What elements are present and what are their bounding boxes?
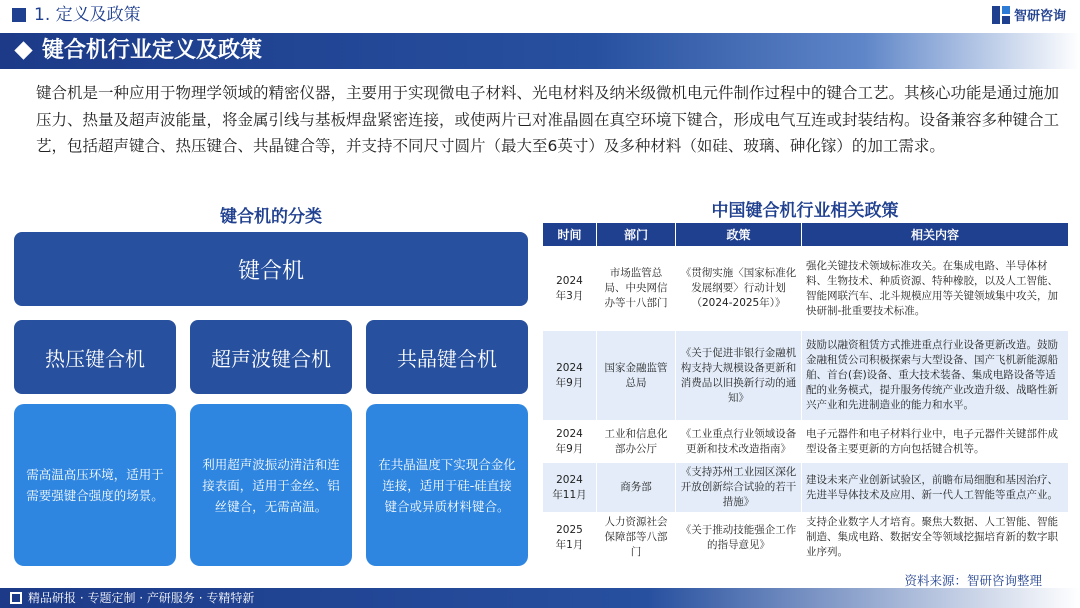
- category-box-thermo: 热压键合机: [14, 320, 176, 394]
- table-row: [543, 421, 1069, 463]
- logo-mark-icon: [992, 6, 1010, 24]
- cell-policy: 《工业重点行业领域设备更新和技术改造指南》: [676, 421, 802, 463]
- title-band: [0, 33, 1080, 69]
- main-category-box: 键合机: [14, 232, 528, 306]
- cell-content: 鼓励以融资租赁方式推进重点行业设备更新改造。鼓励金融租赁公司积极探索与大型设备、国产飞机新能源船舶、首台(套)设备、重大技术装备、集成电路设备等适配的业务模式，提升服务传统产业改造升级、战略性新兴产业和先进制造业的能力和水平。: [802, 331, 1069, 421]
- table-header-row: [543, 223, 1069, 247]
- logo-text: 智研咨询: [1013, 9, 1066, 24]
- category-desc-ultrasonic: [190, 404, 352, 566]
- policy-table: [542, 222, 1069, 563]
- category-desc-text: 在共晶温度下实现合金化连接，适用于硅-硅直接键合或异质材料键合。: [378, 456, 516, 514]
- cell-dept: 商务部: [597, 463, 676, 513]
- cell-policy: 《支持苏州工业园区深化开放创新综合试验的若干措施》: [676, 463, 802, 513]
- category-box-ultrasonic: 超声波键合机: [190, 320, 352, 394]
- cell-time: 2024 年9月: [543, 331, 597, 421]
- cell-policy: 《贯彻实施〈国家标准化发展纲要〉行动计划（2024-2025年）》: [676, 247, 802, 331]
- classification-heading: 键合机的分类: [220, 207, 322, 227]
- category-desc-eutectic: [366, 404, 528, 566]
- source-note: 资料来源：智研咨询整理: [904, 573, 1042, 588]
- category-desc-text: 需高温高压环境，适用于需要强键合强度的场景。: [26, 467, 164, 503]
- column-header-dept: 部门: [597, 223, 676, 247]
- column-header-policy: 政策: [676, 223, 802, 247]
- cell-time: 2024 年9月: [543, 421, 597, 463]
- category-box-eutectic: 共晶键合机: [366, 320, 528, 394]
- cell-content: 建设未来产业创新试验区，前瞻布局细胞和基因治疗、先进半导体技术及应用、新一代人工智能等重点产业。: [802, 463, 1069, 513]
- category-desc-thermo: [14, 404, 176, 566]
- footer-square-icon: [10, 592, 22, 604]
- cell-dept: 国家金融监管总局: [597, 331, 676, 421]
- cell-time: 2024 年11月: [543, 463, 597, 513]
- cell-content: 电子元器件和电子材料行业中，电子元器件关键部件成型设备主要更新的方向包括键合机等。: [802, 421, 1069, 463]
- column-header-time: 时间: [543, 223, 597, 247]
- cell-content: 强化关键技术领域标准攻关。在集成电路、半导体材料、生物技术、种质资源、特种橡胶，以及人工智能、智能网联汽车、北斗规模应用等关键领域集中攻关，加快研制-批重要技术标准。: [802, 247, 1069, 331]
- top-bar: [0, 0, 1080, 30]
- cell-policy: 《关于促进非银行金融机构支持大规模设备更新和消费品以旧换新行动的通知》: [676, 331, 802, 421]
- cell-dept: 工业和信息化部办公厅: [597, 421, 676, 463]
- section-square-icon: [12, 8, 26, 22]
- cell-dept: 人力资源社会保障部等八部门: [597, 513, 676, 563]
- cell-content: 支持企业数字人才培育。聚焦大数据、人工智能、智能制造、集成电路、数据安全等领域挖掘培育新的数字职业序列。: [802, 513, 1069, 563]
- table-row: [543, 463, 1069, 513]
- intro-paragraph: 键合机是一种应用于物理学领域的精密仪器，主要用于实现微电子材料、光电材料及纳米级微机电元件制作过程中的键合工艺。其核心功能是通过施加压力、热量及超声波能量，将金属引线与基板焊盘紧密连接，或使两片已对准晶圆在真空环境下键合，形成电气互连或封装结构。设备兼容多种键合工艺，包括超声键合、热压键合、共晶键合等，并支持不同尺寸圆片（最大至6英寸）及多种材料（如硅、玻璃、砷化镓）的加工需求。: [36, 84, 1060, 155]
- table-row: [543, 247, 1069, 331]
- cell-time: 2025 年1月: [543, 513, 597, 563]
- table-row: [543, 513, 1069, 563]
- table-row: [543, 331, 1069, 421]
- category-desc-text: 利用超声波振动清洁和连接表面，适用于金丝、铝丝键合，无需高温。: [202, 456, 340, 514]
- policy-heading: 中国键合机行业相关政策: [711, 201, 899, 221]
- logo: [992, 5, 1066, 24]
- diamond-icon: [14, 41, 32, 59]
- column-header-content: 相关内容: [802, 223, 1069, 247]
- page-title: 键合机行业定义及政策: [42, 38, 263, 63]
- footer-bar: [0, 588, 1080, 608]
- cell-dept: 市场监管总局、中央网信办等十八部门: [597, 247, 676, 331]
- footer-text: 精品研报 · 专题定制 · 产研服务 · 专精特新: [28, 591, 255, 605]
- cell-time: 2024 年3月: [543, 247, 597, 331]
- cell-policy: 《关于推动技能强企工作的指导意见》: [676, 513, 802, 563]
- section-label: 1. 定义及政策: [34, 5, 141, 25]
